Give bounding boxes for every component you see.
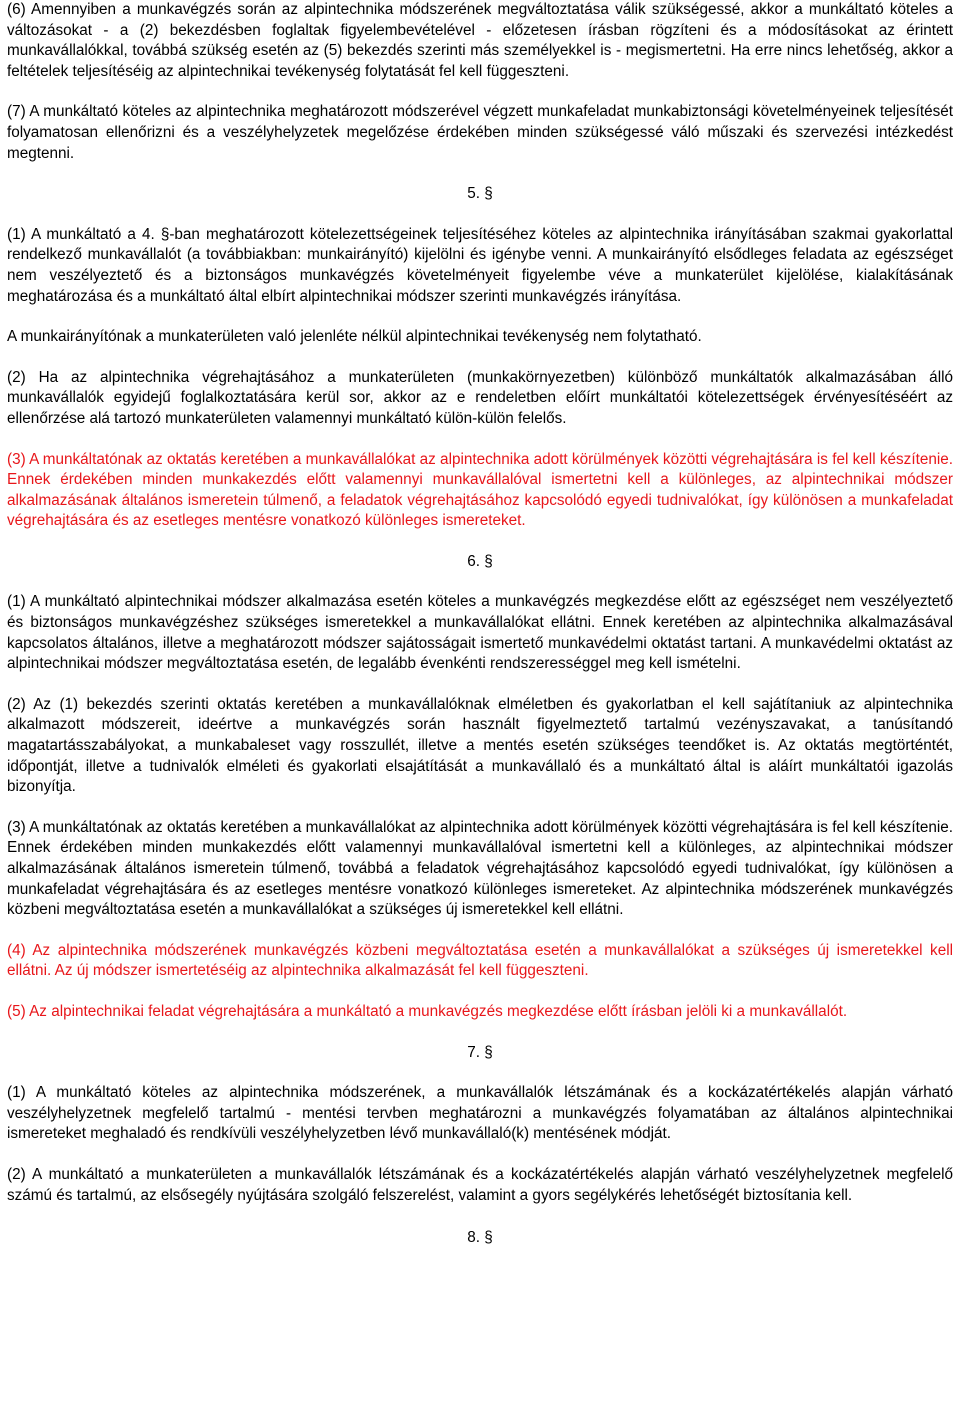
paragraph-6-3: (3) A munkáltatónak az oktatás keretében a munkavállalókat az alpintechnika adott körülmények közötti végrehajtására is fel kell készítenie. Ennek érdekében minden munkakezdés előtt valamennyi munkavállalóval ismertetni kell a különleges, az alpintechnikai módszer alkalmazásának általános ismeretein túlmenő, továbbá a feladatok végrehajtásához kapcsolódó egyedi tudnivalókat, így különösen a munkafeladat végrehajtására és az esetleges mentésre vonatkozó különleges ismereteket. Az alpintechnika módszerének munkavégzés közbeni megváltoztatása esetén a munkavállalókat a szükséges új ismeretekkel kell ellátni. xyxy=(7,818,953,919)
paragraph-7-2: (2) A munkáltató a munkaterületen a munkavállalók létszámának és a kockázatértékelés alapján várható veszélyhelyzetnek megfelelő számú és tartalmú, az elsősegély nyújtására szolgáló felszerelést, valamint a gyors segélykérés lehetőségét biztosítania kell. xyxy=(7,1165,953,1204)
paragraph-4-6: (6) Amennyiben a munkavégzés során az alpintechnika módszerének megváltoztatása válik szükségessé, akkor a munkáltató köteles a változásokat - a (2) bekezdésben foglaltak figyelembevételével - előzetesen írásban rögzíteni és a módosításokat az érintett munkavállalókkal, továbbá szükség esetén az (5) bekezdés szerinti más személyekkel is - megismertetni. Ha erre nincs lehetőség, akkor a feltételek teljesítéséig az alpintechnikai tevékenység folytatását fel kell függeszteni. xyxy=(7,1,953,80)
section-heading-8: 8. § xyxy=(467,1229,493,1247)
paragraph-6-1: (1) A munkáltató alpintechnikai módszer alkalmazása esetén köteles a munkavégzés megkezdése előtt az egészséget nem veszélyeztető és biztonságos munkavégzéshez szükséges ismeretekkel a munkavállalókat ellátni. Ennek keretében az alpintechnika alkalmazásával kapcsolatos általános, illetve a meghatározott módszer sajátosságait ismertető munkavédelmi oktatást tartani. A munkavédelmi oktatást az alpintechnikai módszer megváltoztatása esetén, de legalább évenkénti rendszerességgel meg kell ismételni. xyxy=(7,593,953,673)
paragraph-6-5: (5) Az alpintechnikai feladat végrehajtására a munkáltató a munkavégzés megkezdése előtt írásban jelöli ki a munkavállalót. xyxy=(7,1002,848,1020)
paragraph-6-2: (2) Az (1) bekezdés szerinti oktatás keretében a munkavállalóknak elméletben és gyakorlatban el kell sajátítaniuk az alpintechnika alkalmazott módszereit, ideértve a munkavégzés során használt figyelmeztető tartalmú vezényszavakat, a tanúsítandó magatartásszabályokat, a munkabaleset vagy rosszullét, illetve a mentés esetén szükséges teendőket is. Az oktatás megtörténtét, időpontját, illetve a tudnivalók elméleti és gyakorlati elsajátítását a munkavállaló és a munkáltató által is aláírt munkáltatói igazolás bizonyítja. xyxy=(7,695,953,796)
document-page xyxy=(7,0,953,1249)
paragraph-5-1: (1) A munkáltató a 4. §-ban meghatározott kötelezettségeinek teljesítéséhez köteles az alpintechnika irányításában szakmai gyakorlattal rendelkező munkavállalót (a továbbiakban: munkairányító) kijelölni és igénybe venni. A munkairányító elsődleges feladata az egészséget nem veszélyeztető és a biztonságos munkavégzés követelményeit figyelembe véve a munkaterület kijelölése, kialakításának meghatározása és a munkáltató által elbírt alpintechnikai módszer szerinti munkavégzés irányítása. xyxy=(7,225,953,305)
paragraph-5-3: (3) A munkáltatónak az oktatás keretében a munkavállalókat az alpintechnika adott körülmények közötti végrehajtására is fel kell készítenie. Ennek érdekében minden munkakezdés előtt valamennyi munkavállalóval ismertetni kell a különleges, az alpintechnikai módszer alkalmazásának általános ismeretein túlmenő, a feladatok végrehajtásához kapcsolódó egyedi tudnivalókat, így különösen a munkafeladat végrehajtására és az esetleges mentésre vonatkozó különleges ismereteket. xyxy=(7,450,953,530)
paragraph-6-4: (4) Az alpintechnika módszerének munkavégzés közbeni megváltoztatása esetén a munkavállalókat a szükséges új ismeretekkel kell ellátni. Az új módszer ismertetéséig az alpintechnika alkalmazását fel kell függeszteni. xyxy=(7,941,953,980)
paragraph-4-7: (7) A munkáltató köteles az alpintechnika meghatározott módszerével végzett munkafeladat munkabiztonsági követelményeinek teljesítését folyamatosan ellenőrizni és a veszélyhelyzetek megelőzése érdekében minden szükségessé váló műszaki és szervezési intézkedést megtenni. xyxy=(7,103,953,162)
paragraph-5-1b: A munkairányítónak a munkaterületen való jelenléte nélkül alpintechnikai tevékenység nem folytatható. xyxy=(7,328,702,346)
paragraph-5-2: (2) Ha az alpintechnika végrehajtásához a munkaterületen (munkakörnyezetben) különböző munkáltatók alkalmazásában álló munkavállalók egyidejű foglalkoztatására kerül sor, akkor az e rendeletben előírt munkáltatói kötelezettségek érvényesítéséért az ellenőrzése alá tartozó munkaterületen valamennyi munkáltató külön-külön felelős. xyxy=(7,368,953,427)
section-heading-6: 6. § xyxy=(467,552,493,570)
section-heading-5: 5. § xyxy=(467,185,493,203)
section-heading-7: 7. § xyxy=(467,1043,493,1061)
paragraph-7-1: (1) A munkáltató köteles az alpintechnika módszerének, a munkavállalók létszámának és a kockázatértékelés alapján várható veszélyhelyzetnek megfelelő tartalmú - mentési tervben meghatározni a munkavégzés folyamatában az általános alpintechnikai ismereteket meghaladó és rendkívüli veszélyhelyzetben lévő munkavállaló(k) mentésének módját. xyxy=(7,1084,953,1143)
